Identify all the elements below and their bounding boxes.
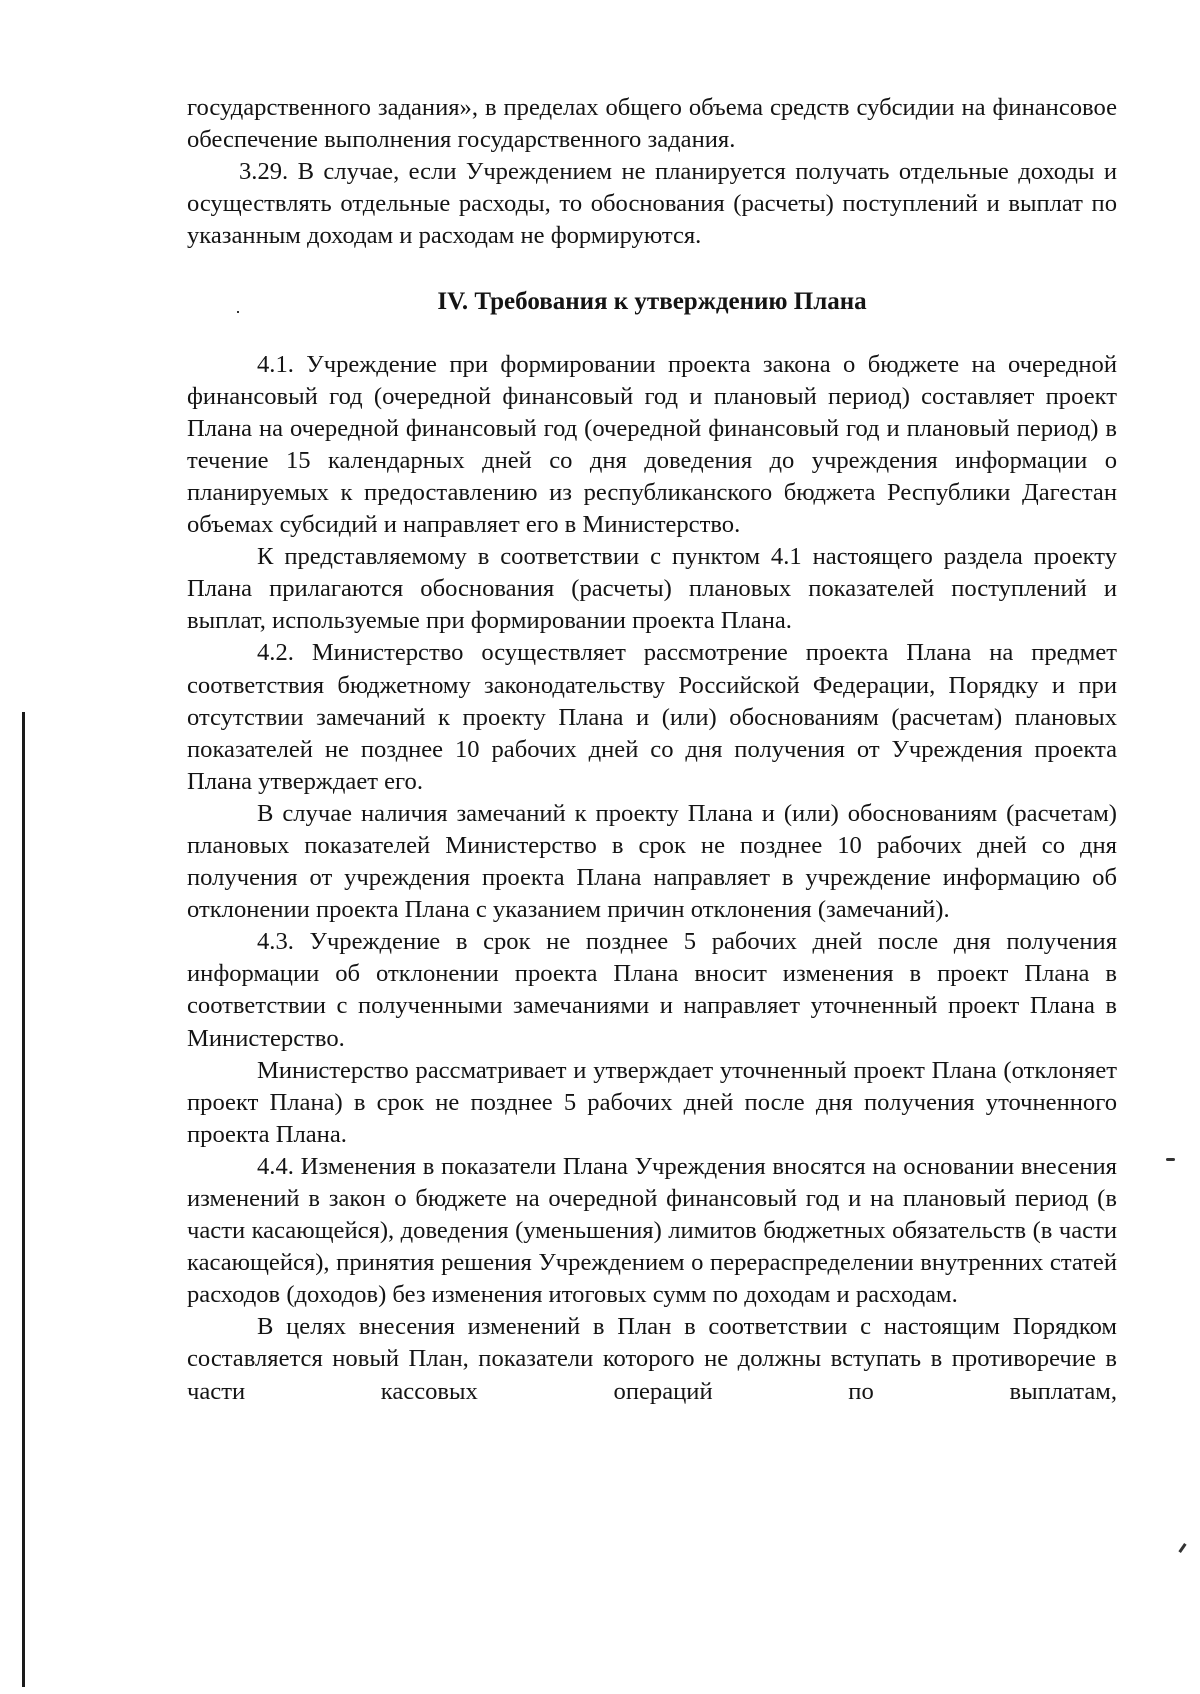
paragraph-continuation: государственного задания», в пределах общего объема средств субсидии на финансовое обеспечение выполнения государственного задания. (187, 94, 1117, 154)
scan-speck (1178, 1543, 1186, 1553)
paragraph-4-1: 4.1. Учреждение при формировании проекта закона о бюджете на очередной финансовый год (очередной финансовый год и плановый период) составляет проект Плана на очередной финансовый год (очередной финансовый год и плановый период) в течение 15 календарных дней со дня доведения до учреждения информации о планируемых к предоставлению из республиканского бюджета Республики Дагестан объемах субсидий и направляет его в Министерство. (187, 350, 1117, 539)
paragraph-4-4: 4.4. Изменения в показатели Плана Учреждения вносятся на основании внесения изменений в закон о бюджете на очередной финансовый год и на плановый период (в части касающейся), доведения (уменьшения) лимитов бюджетных обязательств (в части касающейся), принятия решения Учреждением о перераспределении внутренних статей расходов (доходов) без изменения итоговых сумм по доходам и расходам. (187, 1152, 1117, 1309)
paragraph-4-3-approval: Министерство рассматривает и утверждает уточненный проект Плана (отклоняет проект Плана) в срок не позднее 5 рабочих дней после дня получения уточненного проекта Плана. (187, 1056, 1117, 1148)
paragraph-4-2: 4.2. Министерство осуществляет рассмотрение проекта Плана на предмет соответствия бюджетному законодательству Российской Федерации, Порядку и при отсутствии замечаний к проекту Плана и (или) обоснованиям (расчетам) плановых показателей не позднее 10 рабочих дней со дня получения от Учреждения проекта Плана утверждает его. (187, 639, 1117, 795)
document-body (187, 92, 1117, 1408)
paragraph-4-2-remarks: В случае наличия замечаний к проекту Плана и (или) обоснованиям (расчетам) плановых показателей Министерство в срок не позднее 10 рабочих дней со дня получения от учреждения проекта Плана направляет в учреждение информацию об отклонении проекта Плана с указанием причин отклонения (замечаний). (187, 799, 1117, 924)
paragraph-4-1-attachments: К представляемому в соответствии с пунктом 4.1 настоящего раздела проекту Плана прилагаются обоснования (расчеты) плановых показателей поступлений и выплат, используемые при формировании проекта Плана. (187, 543, 1117, 635)
scan-speck (1166, 1158, 1175, 1161)
paragraph-4-4-new-plan: В целях внесения изменений в План в соответствии с настоящим Порядком составляется новый План, показатели которого не должны вступать в противоречие в части кассовых операций по выплатам, (187, 1313, 1117, 1405)
paragraph-4-3: 4.3. Учреждение в срок не позднее 5 рабочих дней после дня получения информации об отклонении проекта Плана вносит изменения в проект Плана в соответствии с полученными замечаниями и направляет уточненный проект Плана в Министерство. (187, 928, 1117, 1052)
section-heading: IV. Требования к утверждению Плана (437, 288, 867, 316)
scan-edge-line (22, 712, 25, 1687)
paragraph-3-29: 3.29. В случае, если Учреждением не планируется получать отдельные доходы и осуществлять отдельные расходы, то обоснования (расчеты) поступлений и выплат по указанным доходам и расходам не формируются. (187, 158, 1117, 250)
